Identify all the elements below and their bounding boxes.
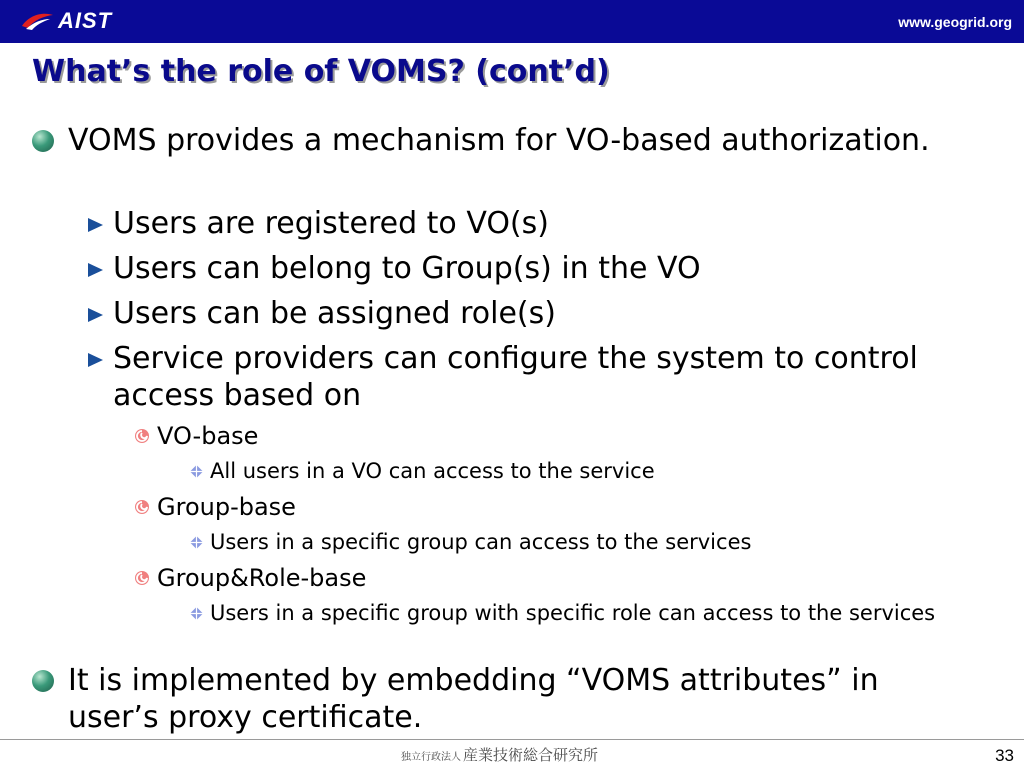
green-sphere-bullet-icon: [32, 670, 54, 692]
sub-bullet-group: [88, 250, 928, 287]
red-swirl-bullet-icon: [134, 428, 150, 444]
red-swirl-bullet-icon: [134, 499, 150, 515]
blue-diamond-bullet-icon: [190, 465, 203, 478]
blue-diamond-bullet-icon: [190, 607, 203, 620]
red-swirl-bullet-icon: [134, 570, 150, 586]
sub-sub-bullet-group-role-base: [134, 563, 934, 593]
footer-divider: [0, 739, 1024, 740]
bullet-text: Users in a specific group can access to the services: [210, 530, 752, 554]
blue-diamond-bullet-icon: [190, 536, 203, 549]
bullet-text: Users in a specific group with specific role can access to the services: [210, 601, 936, 625]
bullet-text: Group&Role-base: [157, 564, 367, 592]
bullet-implementation: [32, 662, 932, 736]
header-bar: [0, 0, 1024, 43]
bullet-text: Group-base: [157, 493, 296, 521]
bullet-text: VOMS provides a mechanism for VO-based authorization.: [68, 123, 930, 158]
bullet-text: All users in a VO can access to the service: [210, 459, 655, 483]
slide-title: What’s the role of VOMS? (cont’d): [32, 54, 610, 89]
sub-sub-bullet-group-base: [134, 492, 934, 522]
sub-bullet-role: [88, 295, 928, 332]
bullet-text: Users can be assigned role(s): [113, 296, 556, 331]
detail-bullet-vo-base: [190, 458, 990, 485]
logo-text: AIST: [58, 8, 113, 33]
bullet-text: Users can belong to Group(s) in the VO: [113, 251, 701, 286]
org-prefix: 独立行政法人: [401, 752, 461, 763]
footer-organization: [401, 744, 598, 765]
bullet-voms-mechanism: [32, 122, 932, 159]
detail-bullet-group-role-base: [190, 600, 990, 627]
blue-triangle-bullet-icon: [88, 308, 103, 322]
website-url: www.geogrid.org: [898, 14, 1012, 30]
aist-swoosh-icon: [20, 10, 54, 32]
org-name: 産業技術総合研究所: [463, 746, 599, 764]
bullet-text: Service providers can configure the system to control access based on: [113, 341, 918, 413]
blue-triangle-bullet-icon: [88, 353, 103, 367]
sub-bullet-registered: [88, 205, 928, 242]
detail-bullet-group-base: [190, 529, 990, 556]
sub-bullet-service-providers: [88, 340, 928, 414]
bullet-text: It is implemented by embedding “VOMS attributes” in user’s proxy certificate.: [68, 663, 879, 735]
blue-triangle-bullet-icon: [88, 263, 103, 277]
aist-logo: [20, 7, 112, 35]
sub-sub-bullet-vo-base: [134, 421, 934, 451]
green-sphere-bullet-icon: [32, 130, 54, 152]
bullet-text: VO-base: [157, 422, 259, 450]
bullet-text: Users are registered to VO(s): [113, 206, 549, 241]
blue-triangle-bullet-icon: [88, 218, 103, 232]
page-number: 33: [995, 746, 1014, 765]
